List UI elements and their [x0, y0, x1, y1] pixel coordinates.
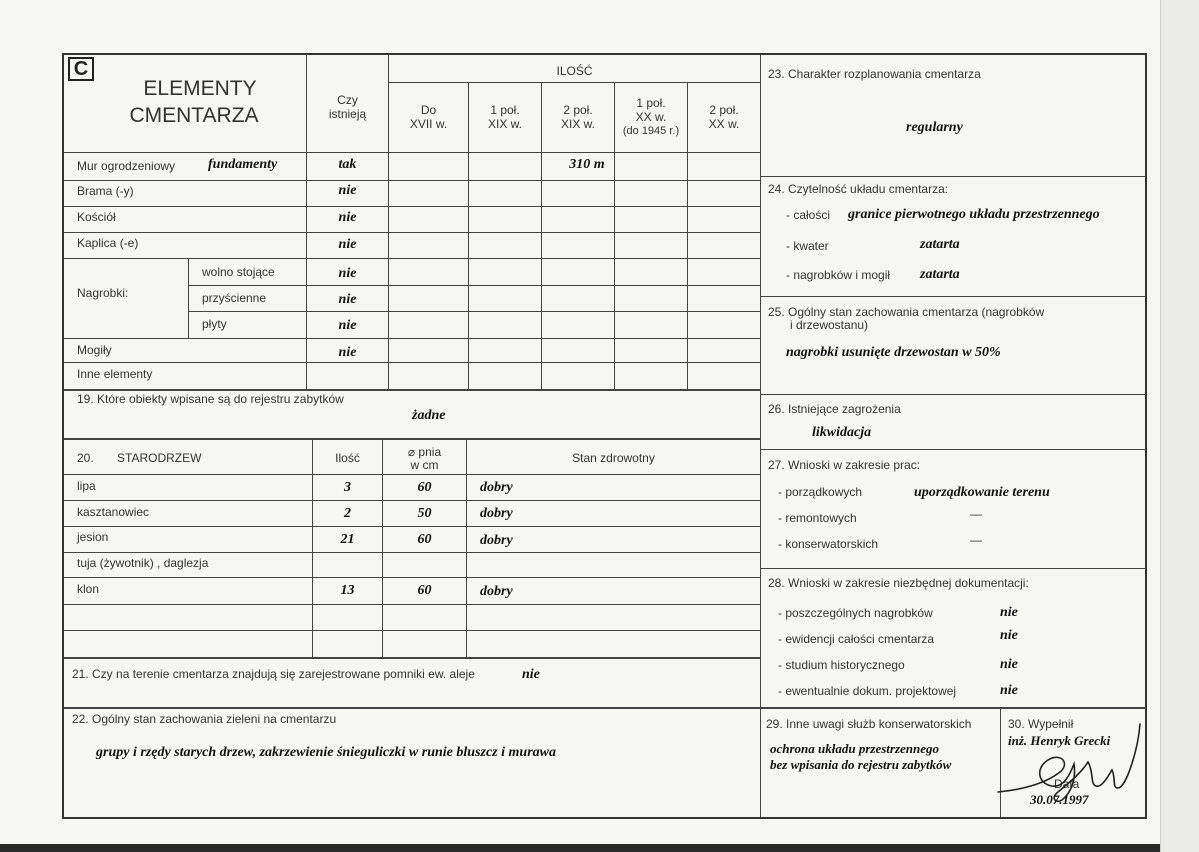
q28-item-label: - studium historycznego — [778, 658, 905, 672]
row-line — [64, 474, 760, 475]
row-line — [64, 362, 760, 363]
row-line — [64, 438, 760, 440]
q27-item-answer: uporządkowanie terenu — [914, 485, 1050, 500]
element-label: Nagrobki: — [77, 286, 129, 300]
row-line — [64, 577, 760, 578]
element-exists: tak — [338, 157, 357, 172]
q20-col-ilosc: Ilość — [335, 451, 360, 465]
q24-label: 24. Czytelność układu cmentarza: — [768, 182, 949, 196]
row-line — [64, 258, 760, 259]
row-line — [64, 526, 760, 527]
q25-label: 25. Ogólny stan zachowania cmentarza (nagrobków — [768, 305, 1045, 319]
col-line — [188, 258, 189, 338]
q28-label: 28. Wnioski w zakresie niezbędnej dokumentacji: — [768, 576, 1029, 590]
element-amount: 310 m — [569, 157, 605, 172]
q21-label: 21. Czy na terenie cmentarza znajdują się zarejestrowane pomniki ew. aleje — [72, 667, 475, 681]
period-label: 1 poł. — [490, 103, 520, 117]
q23-answer: regularny — [906, 120, 963, 135]
q23-label: 23. Charakter rozplanowania cmentarza — [768, 67, 981, 81]
q20-col-stan: Stan zdrowotny — [572, 451, 655, 465]
q24-item-label: - nagrobków i mogił — [786, 268, 891, 282]
underlying-sheet-edge — [1160, 0, 1199, 852]
col-header-istnieja: istnieją — [328, 107, 367, 121]
tree-name: jesion — [77, 530, 109, 544]
row-line — [64, 389, 760, 391]
q28-item-label: - ewentualnie dokum. projektowej — [778, 684, 957, 698]
q27-item-answer: — — [970, 533, 982, 547]
row-line — [64, 338, 760, 339]
tree-state: dobry — [480, 506, 513, 521]
q24-item-label: - kwater — [786, 239, 829, 253]
element-exists: nie — [338, 183, 357, 198]
period-label: XIX w. — [560, 117, 595, 131]
q28-item-answer: nie — [1000, 628, 1018, 643]
element-note: fundamenty — [208, 157, 278, 172]
q29-label: 29. Inne uwagi służb konserwatorskich — [766, 717, 972, 731]
q28-item-answer: nie — [1000, 605, 1018, 620]
tree-qty: 21 — [340, 532, 355, 547]
row-line — [389, 82, 760, 83]
row-line — [188, 285, 760, 286]
row-line — [64, 604, 760, 605]
q28-item-answer: nie — [1000, 657, 1018, 672]
element-exists: nie — [338, 292, 357, 307]
q20-number: 20. — [77, 451, 94, 465]
element-exists: nie — [338, 266, 357, 281]
col-header-czy: Czy — [337, 93, 358, 107]
period-label: 2 poł. — [563, 103, 593, 117]
period-label: XIX w. — [487, 117, 522, 131]
tree-name: lipa — [77, 479, 96, 493]
element-label: Kaplica (-e) — [77, 236, 139, 250]
tree-diam: 60 — [417, 480, 432, 495]
row-line — [760, 176, 1146, 177]
row-line — [188, 311, 760, 312]
q22-answer: grupy i rzędy starych drzew, zakrzewienie śnieguliczki w runie bluszcz i murawa — [96, 745, 556, 760]
signature-image — [990, 712, 1145, 807]
q20-col-pnia: ⌀ pnia — [407, 445, 442, 459]
row-line — [64, 232, 760, 233]
tree-state: dobry — [480, 480, 513, 495]
col-header-ilosc: ILOŚĆ — [556, 64, 593, 78]
row-line — [64, 657, 760, 659]
tree-state: dobry — [480, 584, 513, 599]
q19-label: 19. Które obiekty wpisane są do rejestru zabytków — [77, 392, 344, 406]
q29-answer: ochrona układu przestrzennego — [770, 741, 940, 756]
element-exists: nie — [338, 345, 357, 360]
tree-qty: 3 — [344, 480, 351, 495]
q27-item-answer: — — [970, 507, 982, 521]
period-label: 2 poł. — [709, 103, 739, 117]
period-label: XVII w. — [409, 117, 448, 131]
row-line — [64, 707, 1146, 709]
q29-answer-cont: bez wpisania do rejestru zabytków — [770, 757, 952, 772]
tree-qty: 2 — [344, 506, 351, 521]
row-line — [64, 500, 760, 501]
element-exists: nie — [338, 237, 357, 252]
q30-name: inż. Henryk Grecki — [1008, 733, 1111, 748]
period-label: 1 poł. — [636, 96, 666, 110]
tree-name: kasztanowiec — [77, 505, 150, 519]
q27-item-label: - konserwatorskich — [778, 537, 879, 551]
col-line — [312, 440, 313, 658]
q20-col-pnia-unit: w cm — [410, 458, 439, 472]
tree-diam: 60 — [417, 583, 432, 598]
row-line — [760, 394, 1146, 395]
element-exists: nie — [338, 210, 357, 225]
tree-diam: 50 — [417, 506, 432, 521]
element-sublabel: płyty — [202, 317, 227, 331]
q30-label: 30. Wypełnił — [1008, 717, 1074, 731]
q24-item-answer: zatarta — [920, 237, 960, 252]
tree-name: tuja (żywotnik) , daglezja — [77, 556, 209, 570]
q26-answer: likwidacja — [812, 425, 872, 440]
section-letter-box: C — [68, 57, 94, 81]
element-exists: nie — [338, 318, 357, 333]
element-label: Mur ogrodzeniowy — [77, 159, 176, 173]
section-title-line1: ELEMENTY — [143, 77, 257, 100]
q27-item-label: - porządkowych — [778, 485, 863, 499]
row-line — [760, 296, 1146, 297]
tree-state: dobry — [480, 533, 513, 548]
row-line — [64, 180, 760, 181]
period-label: XX w. — [635, 110, 667, 124]
row-line — [64, 206, 760, 207]
row-line — [760, 449, 1146, 450]
q20-title: STARODRZEW — [117, 451, 202, 465]
q28-item-answer: nie — [1000, 683, 1018, 698]
q25-label-cont: i drzewostanu) — [790, 318, 869, 332]
row-line — [760, 568, 1146, 569]
period-label: (do 1945 r.) — [622, 125, 680, 137]
q19-answer: żadne — [412, 408, 446, 423]
col-line — [382, 440, 383, 658]
q25-answer: nagrobki usunięte drzewostan w 50% — [786, 345, 1001, 360]
q24-item-label: - całości — [786, 208, 831, 222]
element-sublabel: przyścienne — [202, 291, 267, 305]
tree-qty: 13 — [340, 583, 355, 598]
row-line — [64, 552, 760, 553]
divider-main — [760, 55, 761, 817]
element-label: Kościół — [77, 210, 116, 224]
q24-item-answer: zatarta — [920, 267, 960, 282]
col-line — [466, 440, 467, 658]
element-label: Brama (-y) — [77, 184, 134, 198]
element-label: Mogiły — [77, 343, 112, 357]
q27-label: 27. Wnioski w zakresie prac: — [768, 458, 921, 472]
q24-item-answer: granice pierwotnego układu przestrzennego — [848, 207, 1100, 222]
q27-item-label: - remontowych — [778, 511, 857, 525]
section-title-line2: CMENTARZA — [129, 104, 259, 127]
tree-name: klon — [77, 582, 100, 596]
q30-date-label: Data — [1054, 777, 1080, 791]
element-sublabel: wolno stojące — [202, 265, 275, 279]
tree-diam: 60 — [417, 532, 432, 547]
q30-date: 30.07.1997 — [1030, 792, 1089, 807]
row-line — [64, 152, 760, 153]
q28-item-label: - poszczególnych nagrobków — [778, 606, 933, 620]
period-label: XX w. — [708, 117, 740, 131]
element-label: Inne elementy — [77, 367, 153, 381]
q22-label: 22. Ogólny stan zachowania zieleni na cmentarzu — [72, 712, 337, 726]
q26-label: 26. Istniejące zagrożenia — [768, 402, 901, 416]
q28-item-label: - ewidencji całości cmentarza — [778, 632, 935, 646]
q21-answer: nie — [522, 667, 540, 682]
row-line — [64, 630, 760, 631]
period-label: Do — [420, 103, 437, 117]
